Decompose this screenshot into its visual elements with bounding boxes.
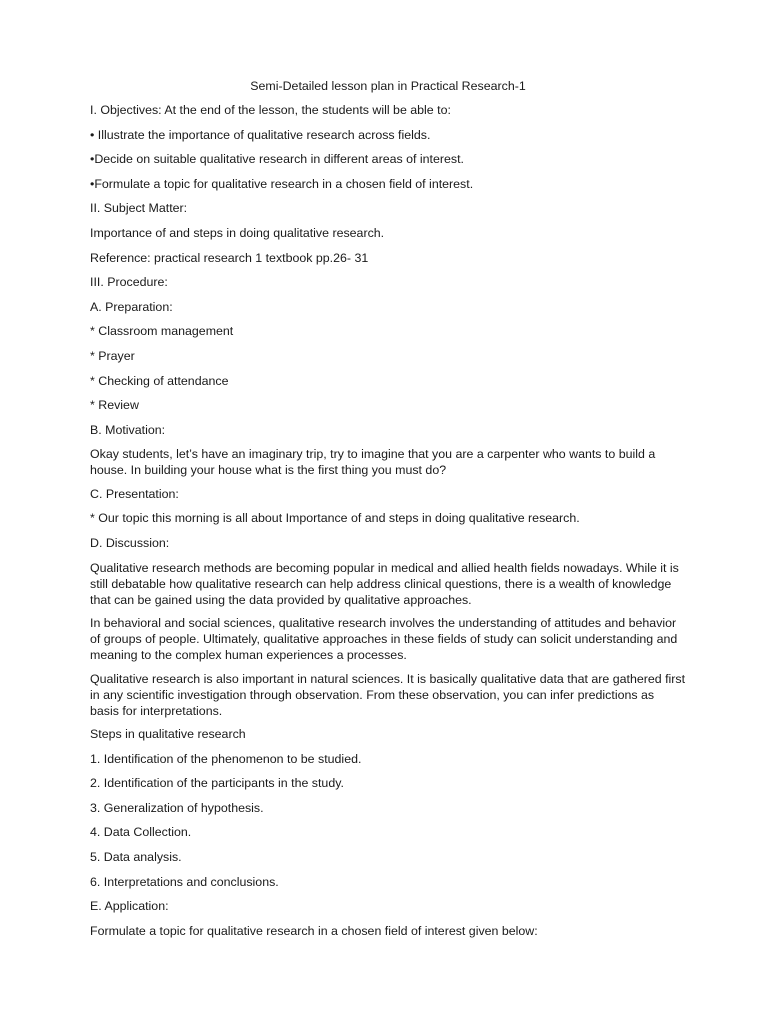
discussion-paragraph: Qualitative research is also important in natural sciences. It is basically qualitative data that are gathered first in any scientific investigation through observation. From these observation, you can infer predictions as basis for interpretations. [90,671,686,718]
objective-item: •Formulate a topic for qualitative research in a chosen field of interest. [90,176,474,191]
steps-heading: Steps in qualitative research [90,727,246,742]
objective-item: • Illustrate the importance of qualitative research across fields. [90,127,431,142]
objective-item: •Decide on suitable qualitative research in different areas of interest. [90,152,464,167]
preparation-item: * Review [90,398,139,413]
objectives-heading: I. Objectives: At the end of the lesson, the students will be able to: [90,103,451,117]
subject-matter-topic: Importance of and steps in doing qualitative research. [90,225,385,240]
preparation-heading: A. Preparation: [90,299,173,314]
step-item: 4. Data Collection. [90,825,192,840]
presentation-heading: C. Presentation: [90,486,179,501]
step-item: 2. Identification of the participants in the study. [90,776,344,791]
preparation-item: * Checking of attendance [90,373,229,388]
page-title: Semi-Detailed lesson plan in Practical Research-1 [250,79,526,93]
discussion-heading: D. Discussion: [90,536,170,550]
step-item: 3. Generalization of hypothesis. [90,800,264,815]
preparation-item: * Classroom management [90,324,234,339]
application-heading: E. Application: [90,899,169,914]
discussion-paragraph: In behavioral and social sciences, qualitative research involves the understanding of attitudes and behavior of groups of people. Ultimately, qualitative approaches in these fields of study can solicit understanding and meaning to the complex human experiences a processes. [90,616,678,663]
step-item: 1. Identification of the phenomenon to be studied. [90,751,362,766]
preparation-item: * Prayer [90,348,135,363]
procedure-heading: III. Procedure: [90,275,168,290]
discussion-paragraph: Qualitative research methods are becoming popular in medical and allied health fields nowadays. While it is still debatable how qualitative research can help address clinical questions, there is a wealth of knowledge that can be gained using the data provided by qualitative approaches. [90,560,679,607]
motivation-heading: B. Motivation: [90,422,166,437]
application-text: Formulate a topic for qualitative research in a chosen field of interest given below: [90,923,538,938]
step-item: 5. Data analysis. [90,850,182,865]
step-item: 6. Interpretations and conclusions. [90,874,279,889]
subject-matter-reference: Reference: practical research 1 textbook pp.26- 31 [90,250,369,265]
motivation-text: Okay students, let’s have an imaginary trip, try to imagine that you are a carpenter who wants to build a house. In building your house what is the first thing you must do? [90,447,656,478]
subject-matter-heading: II. Subject Matter: [90,201,188,216]
lesson-plan-body [90,78,686,947]
presentation-text: * Our topic this morning is all about Importance of and steps in doing qualitative research. [90,511,580,526]
